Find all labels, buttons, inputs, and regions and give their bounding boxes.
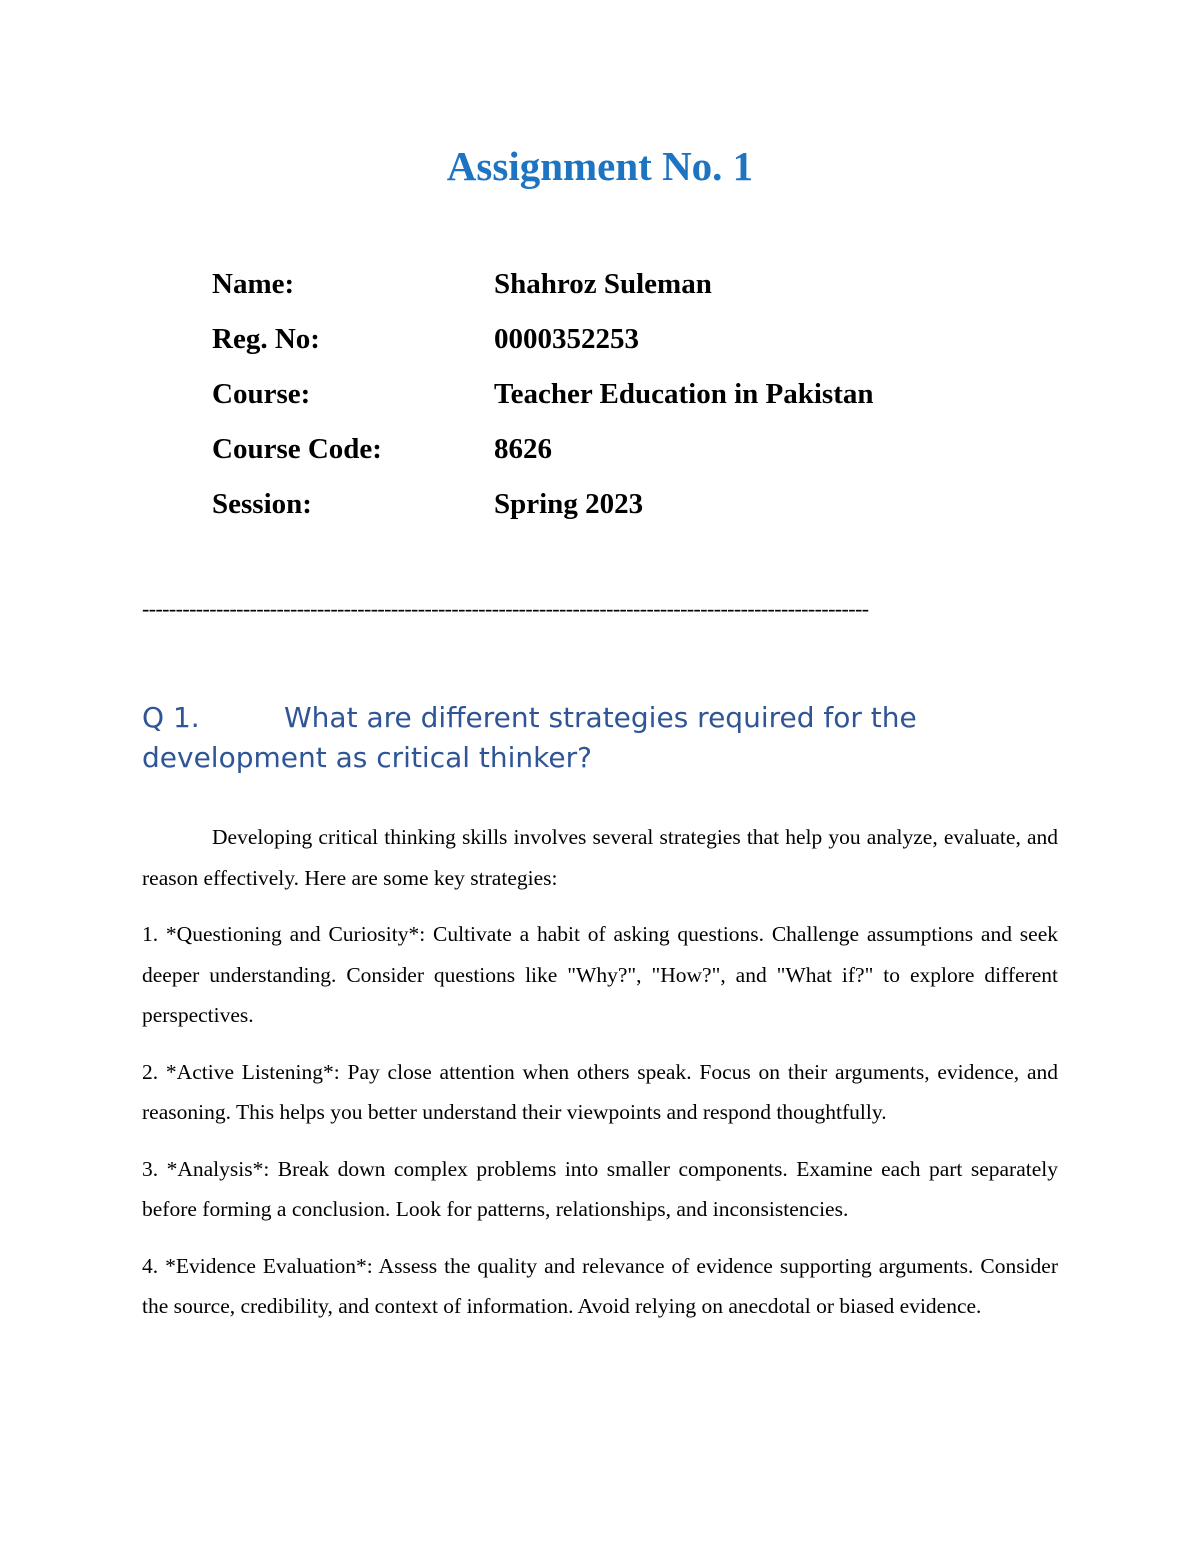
name-value: Shahroz Suleman	[494, 268, 712, 300]
course-code-value: 8626	[494, 433, 552, 465]
info-row-name	[212, 263, 1112, 318]
strategy-paragraph-4: 4. *Evidence Evaluation*: Assess the quality and relevance of evidence supporting arguments. Consider the source, credibility, and context of information. Avoid relying on anecdotal or biased evidence.	[142, 1253, 1058, 1318]
assignment-title: Assignment No. 1	[446, 143, 754, 189]
strategy-paragraph-2: 2. *Active Listening*: Pay close attention when others speak. Focus on their arguments, evidence, and reasoning. This helps you better understand their viewpoints and respond thoughtfully.	[142, 1059, 1058, 1124]
answer-body	[142, 817, 1058, 1343]
info-row-course	[212, 373, 1112, 428]
intro-paragraph: Developing critical thinking skills involves several strategies that help you analyze, evaluate, and reason effectively. Here are some key strategies:	[142, 825, 1058, 890]
info-row-course-code	[212, 428, 1112, 483]
info-row-reg-no	[212, 318, 1112, 373]
session-value: Spring 2023	[494, 488, 644, 520]
strategy-paragraph-1: 1. *Questioning and Curiosity*: Cultivate a habit of asking questions. Challenge assumptions and seek deeper understanding. Consider questions like "Why?", "How?", and "What if?" to explore different perspectives.	[142, 922, 1058, 1027]
question-number: Q 1.	[142, 701, 200, 734]
name-label: Name:	[212, 268, 295, 300]
reg-no-value: 0000352253	[494, 323, 639, 355]
session-label: Session:	[212, 488, 312, 520]
course-value: Teacher Education in Pakistan	[494, 378, 874, 410]
student-info	[212, 263, 1112, 538]
question-heading	[142, 698, 1062, 778]
info-row-session	[212, 483, 1112, 538]
question-text: What are different strategies required for the development as critical thinker?	[142, 701, 917, 774]
strategy-paragraph-3: 3. *Analysis*: Break down complex problems into smaller components. Examine each part separately before forming a conclusion. Look for patterns, relationships, and inconsistencies.	[142, 1156, 1058, 1221]
course-label: Course:	[212, 378, 311, 410]
dashed-separator: ------------------------------------------------------------------------------------------------------------	[142, 596, 869, 621]
reg-no-label: Reg. No:	[212, 323, 320, 355]
course-code-label: Course Code:	[212, 433, 382, 465]
